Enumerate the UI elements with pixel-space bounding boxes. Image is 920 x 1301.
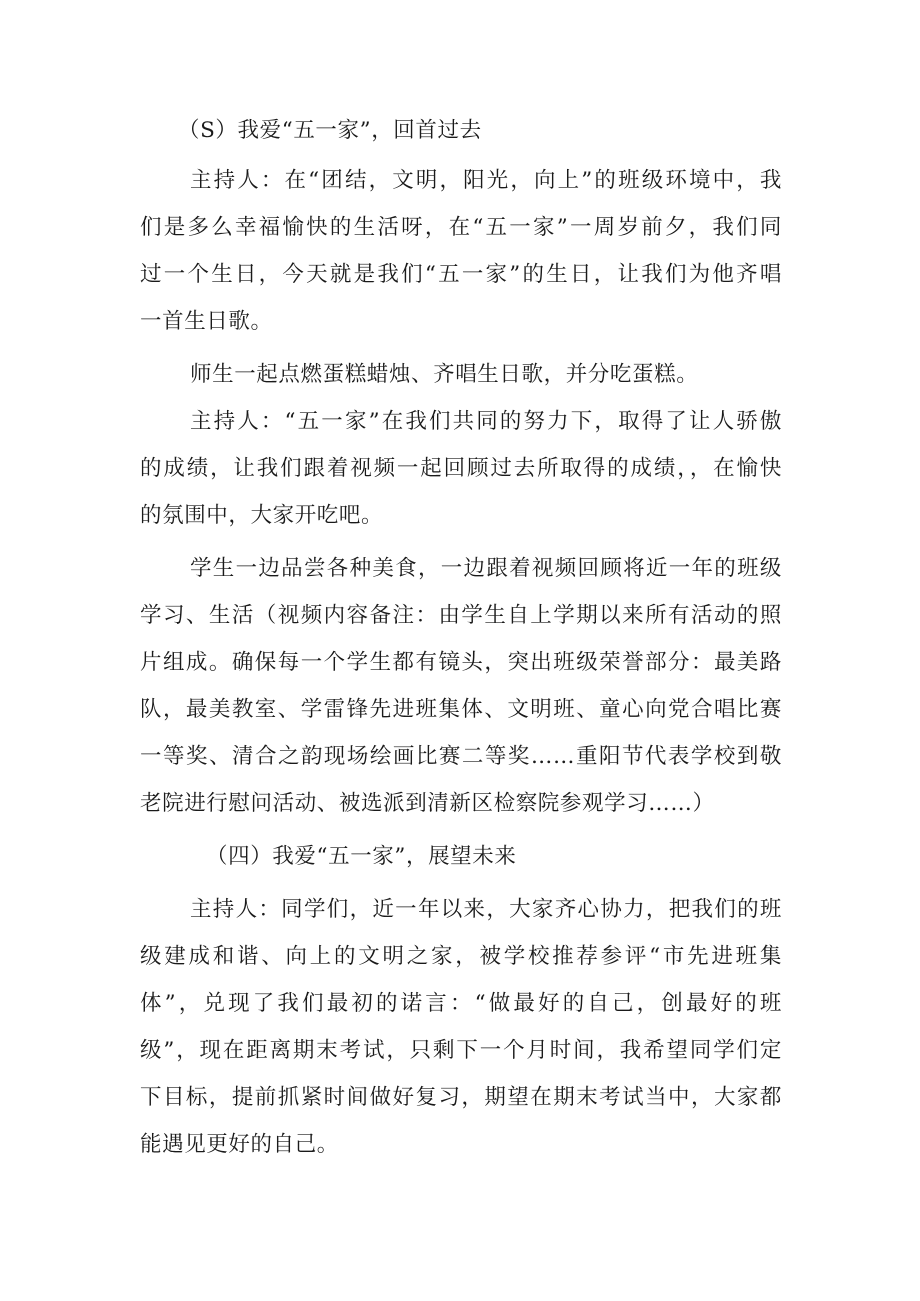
paragraph-line: 级”，现在距离期末考试，只剩下一个月时间，我希望同学们定: [140, 1038, 782, 1063]
paragraph-line: 们是多么幸福愉快的生活呀，在“五一家”一周岁前夕，我们同: [140, 215, 782, 240]
paragraph-line: 的成绩，让我们跟着视频一起回顾过去所取得的成绩，，在愉快: [140, 456, 782, 481]
paragraph-line: 过一个生日，今天就是我们“五一家”的生日，让我们为他齐唱: [140, 262, 782, 287]
section-heading-four: （四）我爱“五一家”，展望未来: [206, 844, 517, 869]
paragraph-line: 老院进行慰问活动、被选派到清新区检察院参观学习……）: [140, 791, 715, 816]
paragraph-line: 级建成和谐、向上的文明之家，被学校推荐参评“市先进班集: [140, 944, 782, 969]
section-heading-s: （S）我爱“五一家”，回首过去: [178, 118, 482, 143]
paragraph-line: 主持人：同学们，近一年以来，大家齐心协力，把我们的班: [190, 897, 782, 922]
paragraph-line: 的氛围中，大家开吃吧。: [140, 503, 384, 528]
paragraph-line: 一首生日歌。: [140, 309, 273, 334]
paragraph-line: 主持人：“五一家”在我们共同的努力下，取得了让人骄傲: [190, 409, 782, 434]
paragraph-line: 学习、生活（视频内容备注：由学生自上学期以来所有活动的照: [140, 603, 782, 628]
paragraph-line: 能遇见更好的自己。: [140, 1132, 339, 1157]
paragraph-line: 主持人：在“团结，文明，阳光，向上”的班级环境中，我: [190, 168, 782, 193]
paragraph-line: 学生一边品尝各种美食，一边跟着视频回顾将近一年的班级: [190, 556, 782, 581]
paragraph-line: 队，最美教室、学雷锋先进班集体、文明班、童心向党合唱比赛: [140, 697, 782, 722]
paragraph-line: 体”，兑现了我们最初的诺言：“做最好的自己，创最好的班: [140, 991, 782, 1016]
paragraph-line: 师生一起点燃蛋糕蜡烛、齐唱生日歌，并分吃蛋糕。: [190, 362, 699, 387]
paragraph-line: 一等奖、清合之韵现场绘画比赛二等奖……重阳节代表学校到敬: [140, 744, 782, 769]
paragraph-line: 片组成。确保每一个学生都有镜头，突出班级荣誉部分：最美路: [140, 650, 782, 675]
paragraph-line: 下目标，提前抓紧时间做好复习，期望在期末考试当中，大家都: [140, 1085, 782, 1110]
